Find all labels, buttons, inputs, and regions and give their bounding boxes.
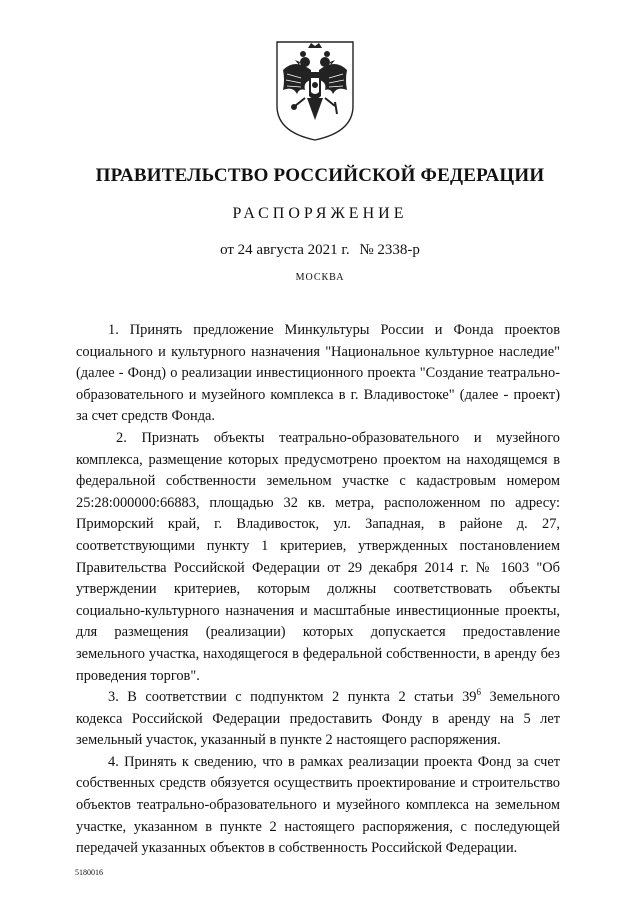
city-name: МОСКВА <box>295 272 345 283</box>
eagle-icon <box>275 40 355 142</box>
document-body <box>76 320 560 860</box>
government-title: ПРАВИТЕЛЬСТВО РОССИЙСКОЙ ФЕДЕРАЦИИ <box>95 165 545 186</box>
document-type: РАСПОРЯЖЕНИЕ <box>232 205 408 222</box>
document-code: 5180016 <box>75 868 103 877</box>
document-date: от 24 августа 2021 г. <box>220 242 350 258</box>
document-number: № 2338-р <box>359 242 420 258</box>
paragraph-1: 1. Принять предложение Минкультуры России и Фонда проектов социального и культурного назначения "Национальное культурное наследие" (далее - Фонд) о реализации инвестиционного проекта "Создание театрально-образовательного и музейного комплекса в г. Владивостоке" (далее - проект) за счет средств Фонда. <box>76 322 560 425</box>
paragraph-3-end: Земельного кодекса Российской Федерации предоставить Фонду в аренду на 5 лет земельный участок, указанный в пункте 2 настоящего распоряжения. <box>76 689 560 749</box>
document-date-line <box>0 242 640 259</box>
paragraph-4: 4. Принять к сведению, что в рамках реализации проекта Фонд за счет собственных средств обязуется осуществить проектирование и строительство объектов театрально-образовательного и музейного комплекса на земельном участке, указанном в пункте 2 настоящего распоряжения, с последующей передачей указанных объектов в собственность Российской Федерации. <box>76 753 560 857</box>
paragraph-3 <box>76 687 560 752</box>
article-superscript: 6 <box>476 687 481 698</box>
paragraph-2: 2. Признать объекты театрально-образовательного и музейного комплекса, размещение которых предусмотрено проектом на находящемся в федеральной собственности земельном участке с кадастровым номером 25:28:000000:66883, площадью 32 кв. метра, расположенном по адресу: Приморский край, г. Владивосток, ул. Западная, в районе д. 27, соответствующими пункту 1 критериев, утвержденных постановлением Правительства Российской Федерации от 29 декабря 2014 г. № 1603 "Об утверждении критериев, которым должны соответствовать объекты социально-культурного назначения и масштабные инвестиционные проекты, для размещения (реализации) которых допускается предоставление земельного участка, находящегося в федеральной собственности, в аренду без проведения торгов". <box>76 429 560 684</box>
paragraph-3-start: 3. В соответствии с подпунктом 2 пункта 2 статьи 39 <box>108 689 477 706</box>
state-emblem-icon <box>275 40 355 142</box>
